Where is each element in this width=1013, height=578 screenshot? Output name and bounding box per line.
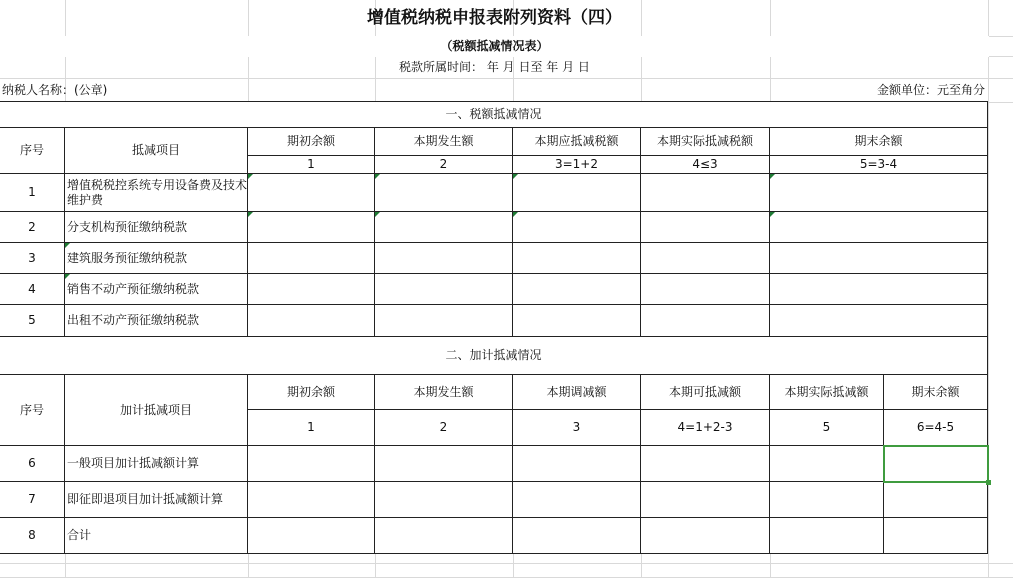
column-formula-text: 3=1+2: [554, 157, 598, 171]
row-item[interactable]: [64, 211, 248, 243]
column-header: [640, 374, 770, 410]
data-cell[interactable]: [374, 304, 513, 337]
column-formula-text: 4≤3: [692, 157, 718, 171]
data-cell[interactable]: [883, 517, 988, 554]
column-formula: [374, 409, 513, 446]
data-cell[interactable]: [247, 481, 375, 518]
column-formula-text: 6=4-5: [916, 420, 955, 434]
sheet-subtitle: [0, 36, 989, 57]
taxpayer-name-label-text: 纳税人名称：(公章): [2, 83, 108, 97]
green-triangle-indicator: [375, 174, 380, 179]
column-header-text: 本期发生额: [413, 384, 474, 399]
tax-period: [0, 56, 989, 79]
column-formula: [247, 155, 375, 174]
column-header: [769, 374, 884, 410]
data-cell[interactable]: [769, 242, 988, 274]
header-seq: [0, 374, 65, 446]
column-formula: [640, 409, 770, 446]
sheet-title: [0, 0, 989, 37]
data-cell[interactable]: [247, 273, 375, 305]
row-seq-text: 8: [28, 528, 36, 542]
green-triangle-indicator: [248, 212, 253, 217]
row-item[interactable]: [64, 481, 248, 518]
data-cell[interactable]: [512, 211, 641, 243]
column-formula-text: 5: [822, 420, 831, 434]
row-item-text: 一般项目加计抵减额计算: [67, 456, 200, 470]
header-item-text: 加计抵减项目: [119, 402, 192, 417]
green-triangle-indicator: [513, 212, 518, 217]
row-seq: [0, 242, 65, 274]
green-triangle-indicator: [770, 174, 775, 179]
column-formula-text: 2: [439, 157, 448, 171]
column-formula-text: 4=1+2-3: [677, 420, 733, 434]
green-triangle-indicator: [770, 212, 775, 217]
header-item: [64, 127, 248, 174]
data-cell[interactable]: [640, 517, 770, 554]
row-item-text: 建筑服务预征缴纳税款: [67, 250, 188, 265]
row-seq: [0, 173, 65, 212]
data-cell[interactable]: [640, 173, 770, 212]
row-seq-text: 7: [28, 492, 36, 506]
header-item: [64, 374, 248, 446]
column-header: [374, 374, 513, 410]
column-formula: [247, 409, 375, 446]
row-seq: [0, 211, 65, 243]
data-cell[interactable]: [512, 304, 641, 337]
row-seq-text: 2: [28, 219, 36, 234]
data-cell[interactable]: [247, 445, 375, 482]
data-cell[interactable]: [247, 242, 375, 274]
data-cell[interactable]: [883, 481, 988, 518]
data-cell[interactable]: [769, 304, 988, 337]
column-header-text: 本期实际抵减税额: [656, 134, 753, 148]
row-item-text: 增值税税控系统专用设备费及技术维护费: [67, 177, 248, 207]
row-seq: [0, 517, 65, 554]
section2-title: [0, 336, 988, 375]
row-seq-text: 1: [28, 185, 36, 199]
column-header-text: 本期发生额: [413, 134, 474, 148]
column-formula-text: 5=3-4: [859, 157, 898, 171]
column-formula: [512, 155, 641, 174]
row-item-text: 合计: [67, 528, 92, 542]
data-cell[interactable]: [640, 445, 770, 482]
data-cell[interactable]: [640, 242, 770, 274]
column-formula: [512, 409, 641, 446]
data-cell[interactable]: [374, 445, 513, 482]
column-formula-text: 1: [307, 157, 315, 171]
row-item-text: 即征即退项目加计抵减额计算: [67, 492, 224, 506]
row-item[interactable]: [64, 517, 248, 554]
column-header-text: 本期实际抵减额: [784, 384, 869, 399]
column-header: [883, 374, 988, 410]
green-triangle-indicator: [375, 212, 380, 217]
row-item[interactable]: [64, 273, 248, 305]
column-formula: [769, 155, 988, 174]
row-seq-text: 3: [28, 250, 36, 265]
column-header-text: 期末余额: [911, 384, 960, 399]
data-cell[interactable]: [374, 242, 513, 274]
column-header-text: 期末余额: [854, 134, 903, 148]
row-item[interactable]: [64, 173, 248, 212]
data-cell[interactable]: [247, 211, 375, 243]
column-formula: [883, 409, 988, 446]
row-seq-text: 6: [28, 456, 36, 470]
data-cell[interactable]: [512, 273, 641, 305]
row-item[interactable]: [64, 445, 248, 482]
column-header: [769, 127, 988, 156]
data-cell[interactable]: [374, 517, 513, 554]
data-cell[interactable]: [512, 517, 641, 554]
data-cell[interactable]: [374, 173, 513, 212]
green-triangle-indicator: [513, 174, 518, 179]
column-formula: [769, 409, 884, 446]
data-cell[interactable]: [769, 445, 884, 482]
data-cell[interactable]: [247, 517, 375, 554]
column-formula-text: 2: [439, 420, 448, 434]
section1-title-text: 一、税额抵减情况: [445, 107, 542, 121]
data-cell[interactable]: [374, 273, 513, 305]
amount-unit-label-text: 金额单位：元至角分: [876, 83, 985, 97]
row-seq-text: 5: [28, 313, 36, 327]
column-formula-text: 1: [307, 420, 315, 434]
row-item-text: 分支机构预征缴纳税款: [67, 219, 188, 234]
column-header-text: 本期调减额: [546, 384, 607, 399]
column-header: [512, 127, 641, 156]
sheet-subtitle-text: （税额抵减情况表）: [440, 39, 549, 53]
gridline: [0, 563, 1013, 564]
row-seq-text: 4: [28, 281, 36, 296]
row-seq: [0, 481, 65, 518]
data-cell[interactable]: [512, 242, 641, 274]
taxpayer-name-label: [0, 78, 249, 103]
column-header: [374, 127, 513, 156]
header-seq-text: 序号: [19, 143, 44, 157]
column-header-text: 期初余额: [286, 134, 335, 148]
data-cell[interactable]: [640, 304, 770, 337]
column-header: [247, 127, 375, 156]
header-item-text: 抵减项目: [131, 143, 180, 157]
tax-period-text: 税款所属时间： 年 月 日至 年 月 日: [399, 60, 590, 74]
data-cell[interactable]: [769, 517, 884, 554]
data-cell[interactable]: [247, 173, 375, 212]
green-triangle-indicator: [65, 274, 70, 279]
row-item[interactable]: [64, 242, 248, 274]
data-cell[interactable]: [374, 211, 513, 243]
column-formula: [374, 155, 513, 174]
data-cell[interactable]: [769, 481, 884, 518]
data-cell[interactable]: [247, 304, 375, 337]
data-cell[interactable]: [374, 481, 513, 518]
section1-title: [0, 101, 988, 128]
column-header-text: 本期可抵减额: [668, 384, 741, 399]
data-cell[interactable]: [512, 173, 641, 212]
green-triangle-indicator: [248, 174, 253, 179]
column-header-text: 期初余额: [286, 384, 335, 399]
data-cell[interactable]: [769, 173, 988, 212]
row-seq: [0, 273, 65, 305]
row-item-text: 出租不动产预征缴纳税款: [67, 313, 200, 327]
row-item-text: 销售不动产预征缴纳税款: [67, 281, 200, 296]
column-header-text: 本期应抵减税额: [534, 134, 619, 148]
data-cell[interactable]: [640, 211, 770, 243]
column-header: [512, 374, 641, 410]
data-cell[interactable]: [640, 273, 770, 305]
column-header: [640, 127, 770, 156]
data-cell[interactable]: [769, 273, 988, 305]
sheet-title-text: 增值税纳税申报表附列资料（四）: [367, 8, 622, 28]
data-cell[interactable]: [640, 481, 770, 518]
row-item[interactable]: [64, 304, 248, 337]
selected-cell[interactable]: [883, 445, 989, 483]
green-triangle-indicator: [65, 243, 70, 248]
data-cell[interactable]: [512, 445, 641, 482]
column-formula: [640, 155, 770, 174]
data-cell[interactable]: [512, 481, 641, 518]
header-seq-text: 序号: [19, 402, 44, 417]
row-seq: [0, 445, 65, 482]
data-cell[interactable]: [769, 211, 988, 243]
column-header: [247, 374, 375, 410]
column-formula-text: 3: [572, 420, 581, 434]
header-seq: [0, 127, 65, 174]
row-seq: [0, 304, 65, 337]
section2-title-text: 二、加计抵减情况: [445, 348, 542, 362]
amount-unit-label: [770, 78, 989, 103]
